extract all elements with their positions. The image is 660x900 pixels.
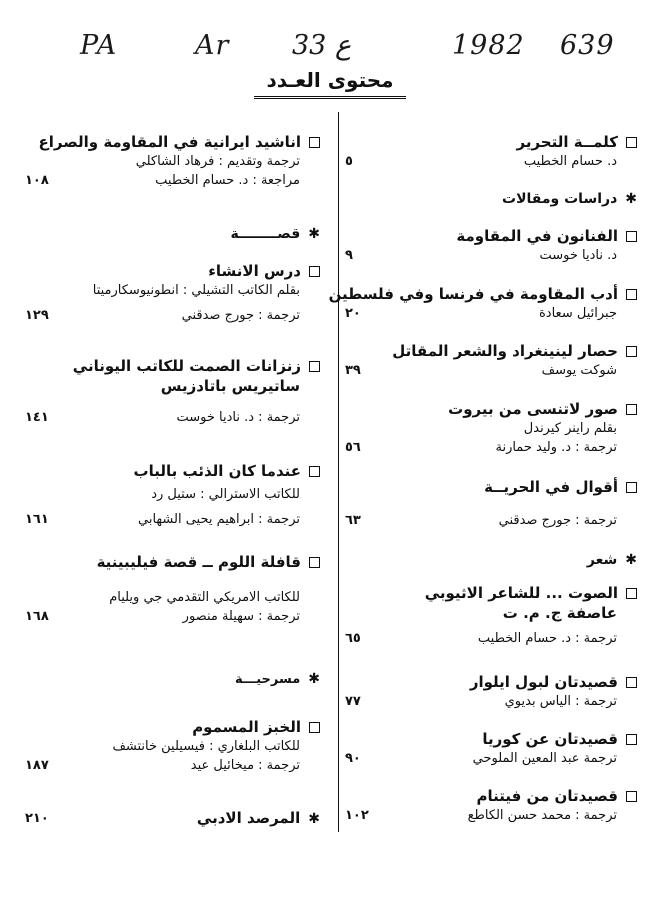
toc-entry[interactable]	[345, 477, 637, 530]
handwritten-year: 1982	[452, 30, 525, 61]
entry-page: ٧٧	[345, 694, 361, 709]
entry-author: بقلم الكاتب التشيلي : انطونيوسكارميتا	[92, 283, 300, 298]
entry-title: الفنانون في المقاومة	[456, 227, 618, 245]
section-title: قصــــــــة	[230, 226, 301, 242]
entry-byline: مراجعة : د. حسام الخطيب	[155, 173, 300, 188]
toc-entry[interactable]	[25, 552, 320, 626]
entry-byline: جبرائيل سعادة	[539, 306, 617, 321]
entry-title: الخبز المسموم	[192, 718, 301, 736]
toc-entry[interactable]	[345, 672, 637, 711]
entry-byline: ترجمة : جورج صدقني	[181, 308, 300, 323]
section-title: شعر	[586, 552, 618, 568]
checkbox-icon	[626, 677, 637, 688]
toc-entry[interactable]	[328, 284, 637, 323]
entry-title: اناشيد ايرانية في المقاومة والصراع	[38, 133, 301, 151]
toc-entry[interactable]	[345, 341, 637, 380]
entry-author: للكاتب الامريكي التقدمي جي ويليام	[109, 590, 300, 605]
entry-author: بقلم راينر كيرندل	[523, 421, 617, 436]
checkbox-icon	[309, 557, 320, 568]
entry-page: ٦٥	[345, 631, 361, 646]
entry-byline: د. حسام الخطيب	[523, 154, 617, 169]
checkbox-icon	[626, 404, 637, 415]
asterisk-icon: ✱	[625, 552, 637, 568]
section-title: مسرحيـــة	[235, 672, 301, 687]
entry-title: قصيدتان عن كوريا	[482, 730, 618, 748]
checkbox-icon	[626, 588, 637, 599]
entry-byline: ترجمة : ابراهيم يحيى الشهابي	[137, 512, 300, 527]
entry-byline: ترجمة : الياس بديوي	[504, 694, 617, 709]
entry-byline: شوكت يوسف	[541, 363, 617, 378]
entry-page: ١٢٩	[25, 308, 49, 323]
checkbox-icon	[626, 289, 637, 300]
entry-title: قافلة اللوم ــ قصة فيليبينية	[96, 553, 301, 571]
handwritten-issue: 33 ع	[292, 30, 352, 61]
entry-byline: ترجمة : د. وليد حمارنة	[495, 440, 617, 455]
asterisk-icon: ✱	[308, 811, 320, 827]
checkbox-icon	[309, 266, 320, 277]
checkbox-icon	[626, 734, 637, 745]
asterisk-icon: ✱	[625, 191, 637, 207]
checkbox-icon	[309, 722, 320, 733]
checkbox-icon	[626, 231, 637, 242]
toc-entry[interactable]	[345, 583, 637, 648]
entry-page: ١٠٢	[345, 808, 369, 823]
entry-title: الصوت ... للشاعر الاثيوبي	[424, 584, 618, 602]
entry-page: ٢٠	[345, 306, 361, 321]
section-title: المرصد الادبي	[196, 809, 301, 827]
toc-entry[interactable]	[25, 461, 320, 529]
page-title-wrap	[0, 68, 660, 99]
entry-page: ١٦٨	[25, 609, 49, 624]
entry-author: للكاتب البلغاري : فيسيلين خانتشف	[112, 739, 300, 754]
entry-page: ٢١٠	[25, 811, 49, 826]
entry-byline: ترجمة : ميخائيل عيد	[190, 758, 300, 773]
entry-author: ترجمة وتقديم : فرهاد الشاكلي	[135, 154, 300, 169]
toc-entry[interactable]	[345, 226, 637, 265]
entry-page: ١٦١	[25, 512, 49, 527]
entry-title: عندما كان الذئب بالباب	[133, 462, 301, 480]
toc-entry[interactable]	[345, 729, 637, 768]
entry-subtitle: عاصفة ج. م. ت	[502, 604, 617, 622]
handwritten-code: PA	[80, 30, 118, 61]
entry-title: حصار لينينغراد والشعر المقاتل	[392, 342, 618, 360]
entry-title: أدب المقاومة في فرنسا وفي فلسطين	[328, 285, 618, 303]
entry-page: ١٠٨	[25, 173, 49, 188]
entry-byline: ترجمة : محمد حسن الكاطع	[467, 808, 617, 823]
checkbox-icon	[626, 346, 637, 357]
toc-entry[interactable]	[25, 356, 320, 427]
entry-page: ١٨٧	[25, 758, 49, 773]
toc-entry[interactable]	[345, 399, 637, 457]
entry-page: ٣٩	[345, 363, 361, 378]
entry-title: كلمــة التحرير	[516, 133, 618, 151]
entry-title: زنزانات الصمت للكاتب اليوناني	[72, 357, 301, 375]
entry-subtitle: ساتيريس باتادزيس	[160, 377, 300, 395]
toc-entry[interactable]	[345, 786, 637, 825]
entry-title: قصيدتان لبول ايلوار	[469, 673, 618, 691]
section-heading	[345, 189, 637, 209]
entry-byline: د. ناديا خوست	[539, 248, 617, 263]
checkbox-icon	[309, 361, 320, 372]
entry-page: ١٤١	[25, 410, 49, 425]
entry-page: ٥٦	[345, 440, 361, 455]
column-divider	[338, 112, 339, 832]
checkbox-icon	[626, 482, 637, 493]
checkbox-icon	[309, 466, 320, 477]
toc-entry[interactable]	[345, 132, 637, 171]
page-title: محتوى العـدد	[254, 68, 405, 99]
checkbox-icon	[626, 791, 637, 802]
entry-byline: ترجمة : د. ناديا خوست	[176, 410, 300, 425]
asterisk-icon: ✱	[308, 671, 320, 687]
section-title: دراسات ومقالات	[502, 191, 618, 207]
entry-title: صور لاتنسى من بيروت	[448, 400, 618, 418]
entry-byline: ترجمة : سهيلة منصور	[182, 609, 300, 624]
entry-byline: ترجمة : د. حسام الخطيب	[477, 631, 617, 646]
checkbox-icon	[626, 137, 637, 148]
section-heading	[25, 669, 320, 690]
entry-page: ٩	[345, 248, 353, 263]
entry-title: أقوال في الحريــة	[484, 478, 618, 496]
entry-byline: ترجمة عبد المعين الملوحي	[472, 751, 617, 766]
entry-page: ٦٣	[345, 513, 361, 528]
toc-entry[interactable]	[25, 261, 320, 325]
section-heading	[25, 809, 320, 829]
entry-title: قصيدتان من فيتنام	[476, 787, 618, 805]
section-heading	[345, 550, 637, 570]
entry-byline: ترجمة : جورج صدقني	[498, 513, 617, 528]
entry-page: ٥	[345, 154, 353, 169]
checkbox-icon	[309, 137, 320, 148]
entry-title: درس الانشاء	[208, 262, 301, 280]
entry-page: ٩٠	[345, 751, 361, 766]
asterisk-icon: ✱	[308, 226, 320, 242]
section-heading	[25, 224, 320, 244]
handwritten-page: 639	[560, 30, 615, 61]
handwritten-initials: Ar	[195, 30, 230, 61]
entry-author: للكاتب الاسترالي : ستيل رد	[151, 487, 300, 502]
toc-entry[interactable]	[25, 132, 320, 190]
toc-entry[interactable]	[25, 717, 320, 775]
